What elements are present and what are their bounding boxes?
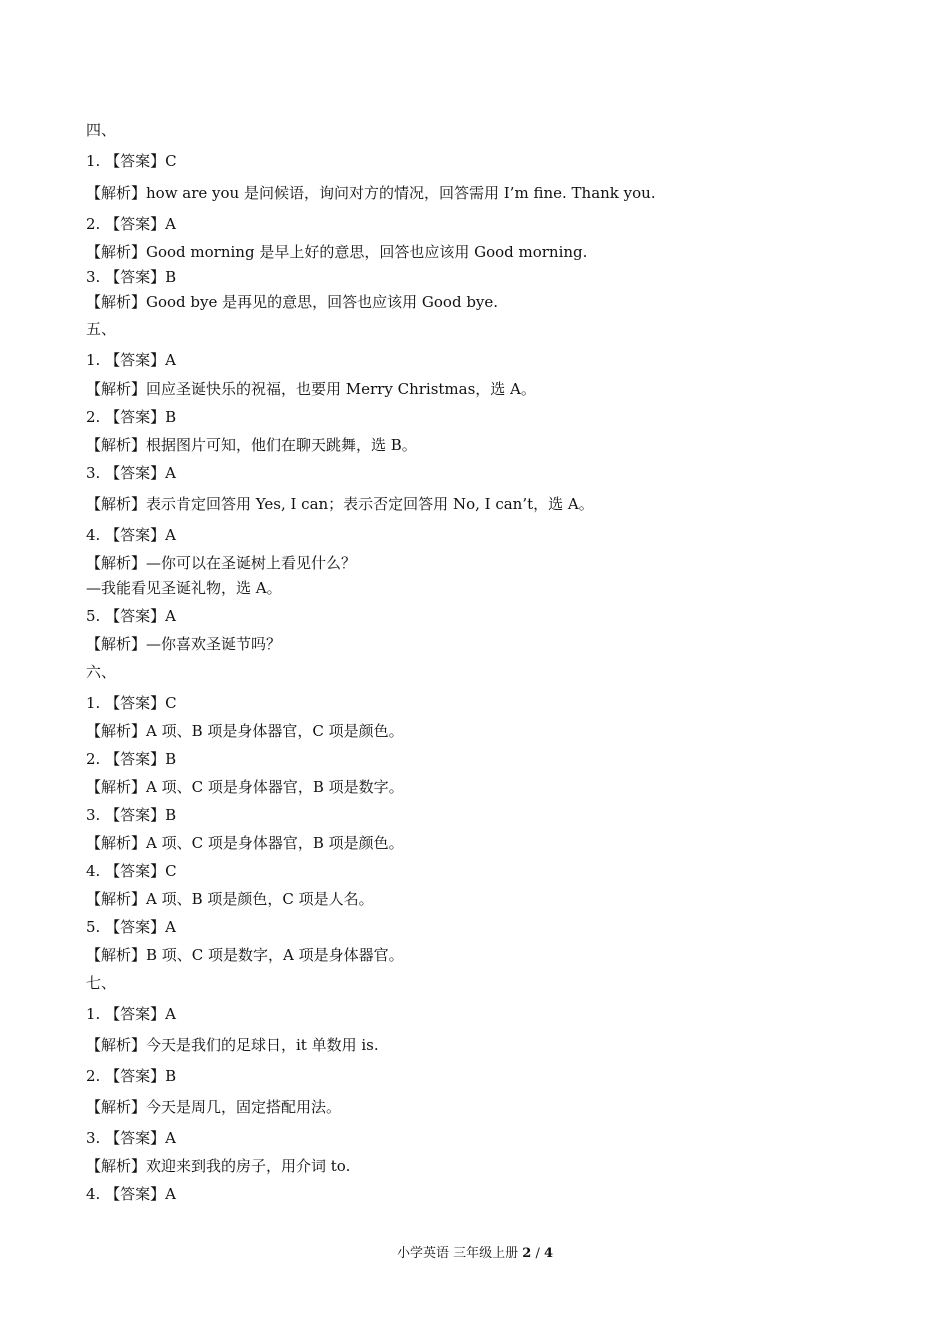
answer-line: 2. 【答案】B [86,408,177,426]
answer-line: 2. 【答案】B [86,1067,177,1085]
explanation-line: 【解析】A 项、B 项是身体器官，C 项是颜色。 [86,722,404,740]
explanation-line: 【解析】今天是周几，固定搭配用法。 [86,1098,342,1116]
section-heading-6: 六、 [86,663,117,681]
explanation-line: 【解析】A 项、C 项是身体器官，B 项是数字。 [86,778,404,796]
answer-line: 1. 【答案】A [86,1005,176,1023]
footer-page-number: 2 [522,1246,532,1261]
explanation-line: 【解析】表示肯定回答用 Yes, I can；表示否定回答用 No, I can’t，选 A。 [86,495,594,513]
answer-line: 3. 【答案】A [86,464,176,482]
answer-line: 1. 【答案】C [86,152,177,170]
answer-line: 5. 【答案】A [86,607,176,625]
explanation-line: 【解析】今天是我们的足球日，it 单数用 is. [86,1036,379,1054]
explanation-line: 【解析】—你可以在圣诞树上看见什么？ [86,554,357,572]
footer-page-total: 4 [543,1246,554,1261]
explanation-line: 【解析】B 项、C 项是数字，A 项是身体器官。 [86,946,404,964]
explanation-line: 【解析】Good bye 是再见的意思，回答也应该用 Good bye. [86,293,499,311]
page-footer [0,1245,950,1263]
explanation-line: 【解析】—你喜欢圣诞节吗？ [86,635,282,653]
answer-line: 4. 【答案】A [86,1185,176,1203]
answer-line: 2. 【答案】A [86,215,176,233]
explanation-line: 【解析】A 项、C 项是身体器官，B 项是颜色。 [86,834,404,852]
answer-line: 4. 【答案】C [86,862,177,880]
answer-line: 1. 【答案】C [86,694,177,712]
explanation-line: 【解析】回应圣诞快乐的祝福，也要用 Merry Christmas，选 A。 [86,380,536,398]
answer-line: 1. 【答案】A [86,351,176,369]
explanation-line: 【解析】根据图片可知，他们在聊天跳舞，选 B。 [86,436,417,454]
explanation-line: 【解析】how are you 是问候语，询问对方的情况，回答需用 I’m fine. Thank you. [86,184,656,202]
answer-line: 5. 【答案】A [86,918,176,936]
section-heading-5: 五、 [86,320,117,338]
answer-line: 2. 【答案】B [86,750,177,768]
answer-line: 4. 【答案】A [86,526,176,544]
answer-line: 3. 【答案】B [86,268,177,286]
answer-line: 3. 【答案】B [86,806,177,824]
section-heading-7: 七、 [86,974,117,992]
answer-line: 3. 【答案】A [86,1129,176,1147]
explanation-line: 【解析】欢迎来到我的房子，用介词 to. [86,1157,351,1175]
explanation-line: —我能看见圣诞礼物，选 A。 [86,579,282,597]
explanation-line: 【解析】A 项、B 项是颜色，C 项是人名。 [86,890,374,908]
footer-title: 小学英语 三年级上册 [396,1246,519,1261]
explanation-line: 【解析】Good morning 是早上好的意思，回答也应该用 Good morning. [86,243,588,261]
footer-page-separator: / [535,1246,540,1261]
section-heading-4: 四、 [86,121,117,139]
